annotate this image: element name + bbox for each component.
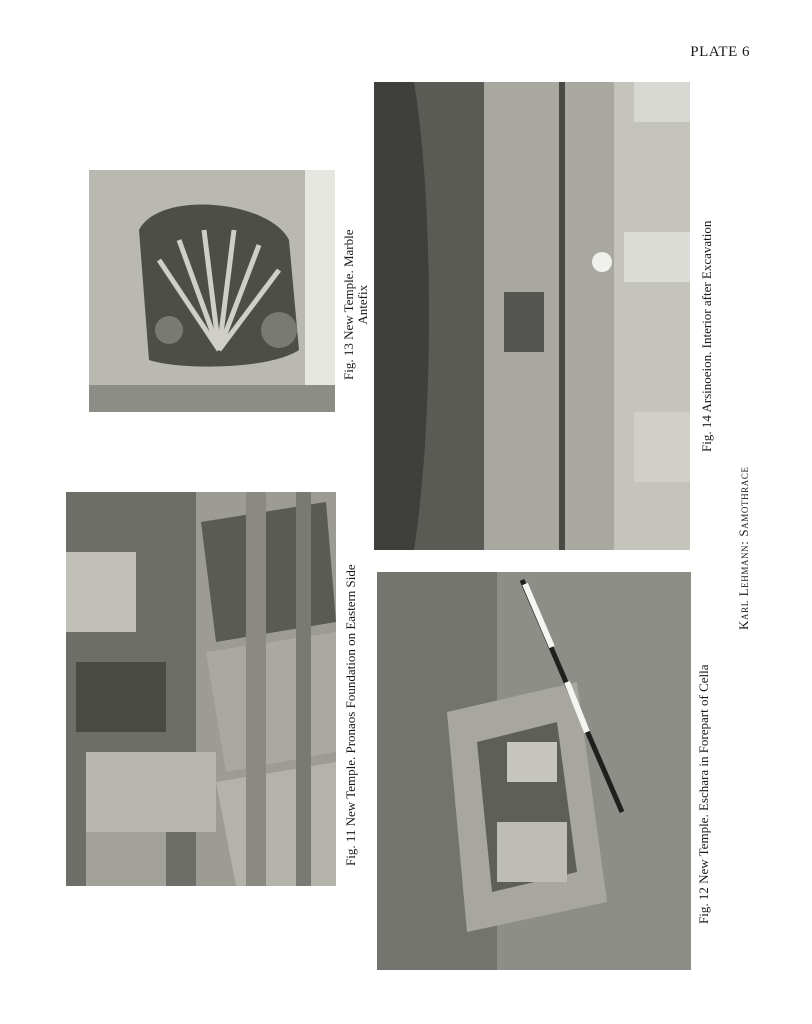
figure-13-caption-line1: Fig. 13 New Temple. Marble (341, 229, 356, 380)
plate-label: PLATE 6 (690, 44, 750, 60)
figure-13-caption (342, 230, 370, 381)
figure-12-caption: Fig. 12 New Temple. Eschara in Forepart of Cella (696, 664, 711, 924)
figure-13-caption-line2: Antefix (355, 284, 370, 325)
figure-11-caption: Fig. 11 New Temple. Pronaos Foundation on Eastern Side (343, 564, 358, 866)
author-credit (736, 466, 752, 630)
figure-11-photo (66, 492, 336, 886)
author-credit-text: Karl Lehmann: Samothrace (736, 466, 751, 630)
figure-12-photo (377, 572, 691, 970)
figure-14-photo (374, 82, 690, 550)
figure-14-caption: Fig. 14 Arsinoeion. Interior after Excavation (699, 220, 714, 452)
figure-13-photo (89, 170, 335, 412)
